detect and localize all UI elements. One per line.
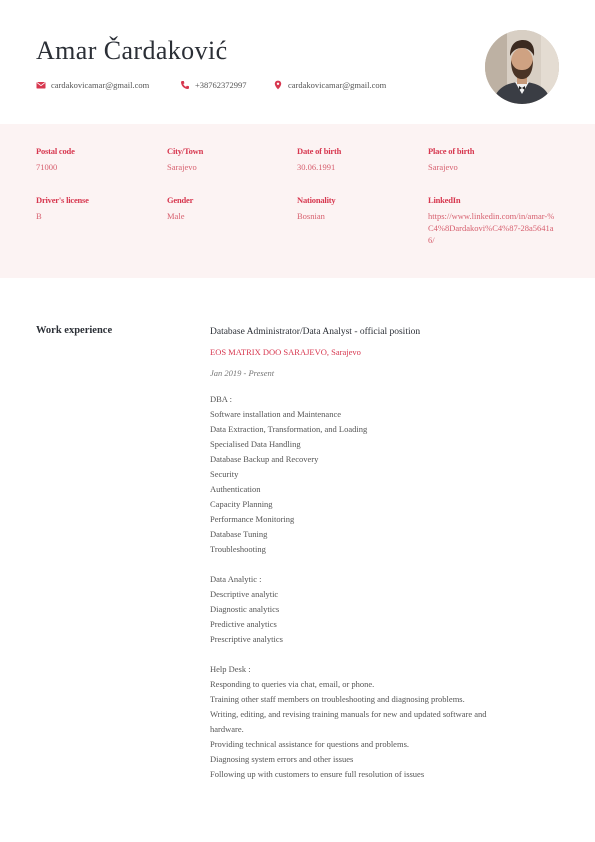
info-label: Date of birth (297, 146, 342, 156)
section-title-work-experience: Work experience (36, 325, 113, 336)
info-value: 71000 (36, 162, 58, 172)
info-value: Male (167, 211, 185, 221)
info-value: B (36, 211, 42, 221)
job-description-line: Authentication (210, 484, 261, 494)
info-label: Place of birth (428, 146, 475, 156)
job-description-line (210, 647, 560, 662)
contact-location[interactable] (273, 80, 386, 90)
employer-name: EOS MATRIX DOO SARAJEVO, (210, 347, 330, 357)
job-description-line: Specialised Data Handling (210, 439, 301, 449)
info-value: Sarajevo (428, 162, 458, 172)
info-date-of-birth (297, 146, 427, 173)
info-place-of-birth (428, 146, 558, 173)
job-description-line: DBA : (210, 394, 232, 404)
phone-icon (180, 80, 190, 90)
candidate-name: Amar Čardaković (36, 36, 228, 65)
info-linkedin (428, 195, 556, 246)
job-description-line: Performance Monitoring (210, 514, 295, 524)
contact-row (36, 80, 386, 90)
job-employer (210, 347, 560, 357)
job-description-line: Capacity Planning (210, 499, 273, 509)
employer-location: Sarajevo (331, 347, 361, 357)
job-description-line: Descriptive analytic (210, 589, 279, 599)
info-label: Driver's license (36, 195, 89, 205)
job-description-line: Responding to queries via chat, email, or phone. (210, 679, 375, 689)
phone-text: +38762372997 (195, 80, 247, 90)
job-description-line: Prescriptive analytics (210, 634, 283, 644)
info-label: LinkedIn (428, 195, 461, 205)
email-text: cardakovicamar@gmail.com (51, 80, 150, 90)
job-description-line: Providing technical assistance for questions and problems. (210, 739, 409, 749)
job-description-line: Writing, editing, and revising training manuals for new and updated software and (210, 709, 487, 719)
job-description-line: Troubleshooting (210, 544, 266, 554)
job-description-line: Software installation and Maintenance (210, 409, 341, 419)
job-description-line: Help Desk : (210, 664, 251, 674)
info-value: Sarajevo (167, 162, 197, 172)
job-description-line: Security (210, 469, 239, 479)
job-description-line: Following up with customers to ensure full resolution of issues (210, 769, 425, 779)
location-pin-icon (273, 80, 283, 90)
job-title: Database Administrator/Data Analyst - official position (210, 327, 421, 337)
info-label: City/Town (167, 146, 204, 156)
job-description-line: Training other staff members on troubleshooting and diagnosing problems. (210, 694, 465, 704)
job-dates: Jan 2019 - Present (210, 368, 275, 378)
job-description-line: Diagnosing system errors and other issues (210, 754, 354, 764)
info-drivers-license (36, 195, 166, 222)
info-value: 30.06.1991 (297, 162, 336, 172)
header (0, 0, 595, 124)
info-label: Gender (167, 195, 194, 205)
info-label: Nationality (297, 195, 336, 205)
job-description-line: Data Extraction, Transformation, and Loading (210, 424, 368, 434)
info-city (167, 146, 297, 173)
contact-email[interactable] (36, 80, 180, 90)
job-description (210, 392, 560, 782)
personal-info-panel (0, 124, 595, 278)
linkedin-link[interactable]: https://www.linkedin.com/in/amar-%C4%8Dardakovi%C4%87-28a5641a6/ (428, 211, 555, 245)
job-description-line: Data Analytic : (210, 574, 262, 584)
job-description-line: Diagnostic analytics (210, 604, 280, 614)
job-description-line: Predictive analytics (210, 619, 277, 629)
avatar (485, 30, 559, 104)
job-description-line (210, 557, 560, 572)
info-value: Bosnian (297, 211, 325, 221)
contact-phone[interactable] (180, 80, 273, 90)
job-description-line: hardware. (210, 724, 244, 734)
job-entry (210, 327, 560, 782)
job-description-line: Database Backup and Recovery (210, 454, 319, 464)
info-gender (167, 195, 297, 222)
location-text: cardakovicamar@gmail.com (288, 80, 387, 90)
info-nationality (297, 195, 427, 222)
info-postal-code (36, 146, 166, 173)
envelope-icon (36, 80, 46, 90)
job-description-line: Database Tuning (210, 529, 268, 539)
info-label: Postal code (36, 146, 75, 156)
